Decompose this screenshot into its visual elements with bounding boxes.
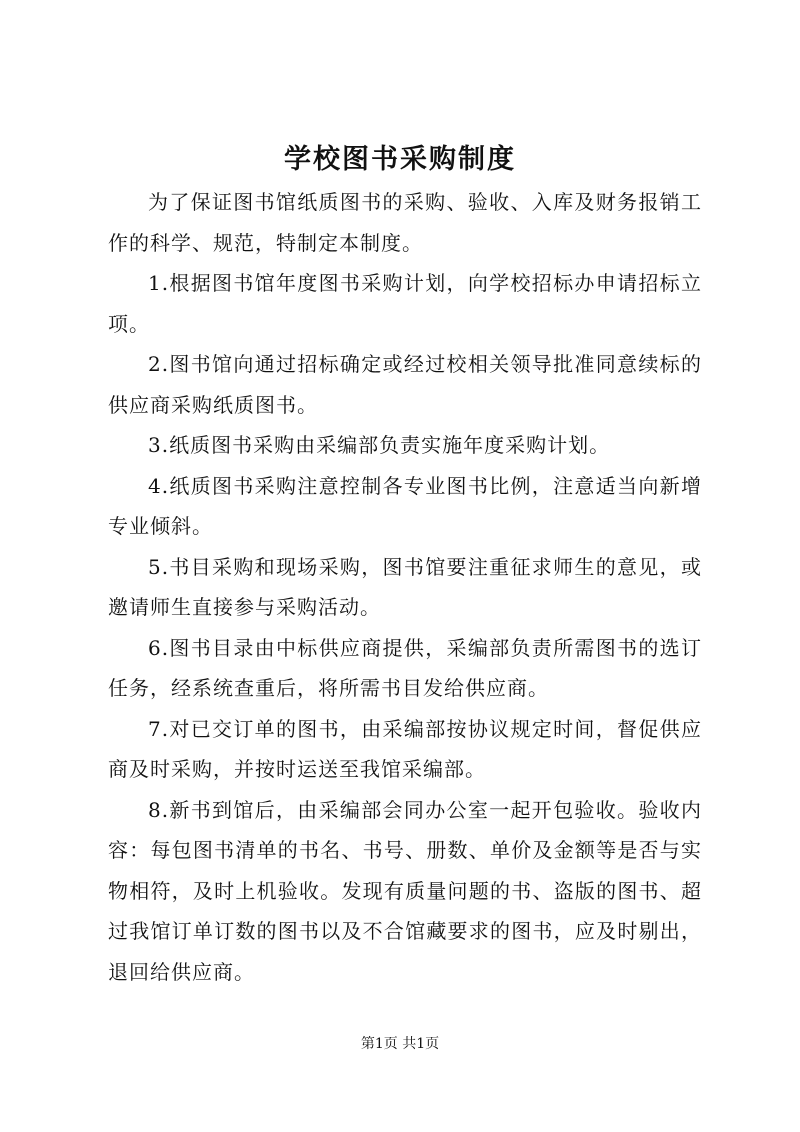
clause-2-paragraph: 2.图书馆向通过招标确定或经过校相关领导批准同意续标的供应商采购纸质图书。 bbox=[108, 352, 702, 417]
intro-paragraph: 为了保证图书馆纸质图书的采购、验收、入库及财务报销工作的科学、规范，特制定本制度。 bbox=[108, 190, 702, 255]
clause-5-paragraph: 5.书目采购和现场采购，图书馆要注重征求师生的意见，或邀请师生直接参与采购活动。 bbox=[108, 554, 702, 619]
clause-7-paragraph: 7.对已交订单的图书，由采编部按协议规定时间，督促供应商及时采购，并按时运送至我馆采编部。 bbox=[108, 716, 702, 781]
clause-3-paragraph: 3.纸质图书采购由采编部负责实施年度采购计划。 bbox=[148, 433, 611, 457]
clause-6-paragraph: 6.图书目录由中标供应商提供，采编部负责所需图书的选订任务，经系统查重后，将所需书目发给供应商。 bbox=[108, 635, 702, 700]
document-body bbox=[108, 182, 702, 992]
page-footer: 第1页 共1页 bbox=[360, 1036, 440, 1052]
document-title: 学校图书采购制度 bbox=[284, 144, 516, 175]
clause-1-paragraph: 1.根据图书馆年度图书采购计划，向学校招标办申请招标立项。 bbox=[108, 271, 702, 336]
clause-4-paragraph: 4.纸质图书采购注意控制各专业图书比例，注意适当向新增专业倾斜。 bbox=[108, 473, 702, 538]
clause-8-paragraph: 8.新书到馆后，由采编部会同办公室一起开包验收。验收内容：每包图书清单的书名、书号、册数、单价及金额等是否与实物相符，及时上机验收。发现有质量问题的书、盗版的图书、超过我馆订单订数的图书以及不合馆藏要求的图书，应及时剔出，退回给供应商。 bbox=[108, 797, 702, 984]
